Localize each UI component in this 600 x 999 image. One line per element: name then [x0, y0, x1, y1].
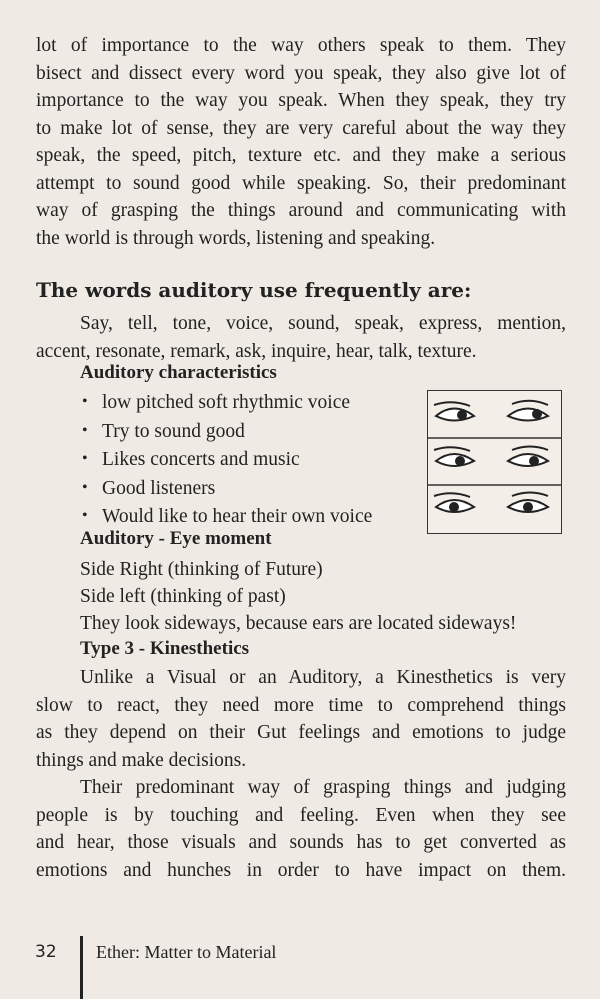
bleed-through-text: [30, 250, 575, 276]
side-left-text: Side left (thinking of past): [80, 586, 286, 607]
footer-divider: [80, 936, 83, 999]
text-line: as they depend on their Gut feelings and emotions to judge: [36, 722, 566, 743]
text-line: things and make decisions.: [36, 749, 247, 771]
page-number: 32: [35, 942, 57, 962]
type3-heading: Type 3 - Kinesthetics: [80, 638, 250, 659]
text-line: Say, tell, tone, voice, sound, speak, express, mention,: [80, 313, 566, 334]
auditory-characteristics-list: [82, 388, 372, 531]
text-line: people is by touching and feeling. Even when they see: [36, 804, 566, 826]
eye-pair-middle: [434, 447, 548, 467]
sideways-text: They look sideways, because ears are located sideways!: [80, 613, 517, 634]
text-line: attempt to sound good while speaking. So, their predominant: [36, 172, 566, 194]
text-line: accent, resonate, remark, ask, inquire, hear, talk, texture.: [36, 340, 477, 362]
text-line: lot of importance to the way others speak to them. They: [36, 35, 566, 56]
text-line: emotions and hunches in order to have impact on them.: [36, 859, 566, 881]
list-item: • low pitched soft rhythmic voice: [82, 388, 372, 417]
text-line: Their predominant way of grasping things and judging: [80, 777, 566, 798]
eye-movement-diagram: [427, 390, 562, 534]
eye-pair-bottom: [434, 493, 548, 513]
text-line: speak, the speed, pitch, texture etc. and they make a serious: [36, 145, 566, 166]
kinesthetics-paragraph: [36, 664, 566, 884]
text-line: and hear, those visuals and sounds has to get converted as: [36, 832, 566, 853]
list-item: • Likes concerts and music: [82, 445, 372, 474]
section-heading: The words auditory use frequently are:: [36, 278, 472, 302]
eye-moment-heading: Auditory - Eye moment: [80, 528, 272, 549]
eyes-illustration: [428, 391, 561, 533]
auditory-characteristics-heading: Auditory characteristics: [80, 362, 277, 383]
text-line: to make lot of sense, they are very careful about the way they: [36, 117, 566, 139]
text-line: slow to react, they need more time to comprehend things: [36, 694, 566, 716]
text-line: way of grasping the things around and communicating with: [36, 200, 566, 221]
eye-pair-top: [434, 401, 548, 421]
text-line: the world is through words, listening and speaking.: [36, 227, 436, 249]
list-item: • Good listeners: [82, 474, 372, 503]
text-line: bisect and dissect every word you speak, they also give lot of: [36, 62, 566, 84]
list-item: • Try to sound good: [82, 417, 372, 446]
auditory-words-list: [36, 310, 566, 365]
book-title: Ether: Matter to Material: [96, 942, 277, 962]
intro-paragraph: [36, 32, 566, 252]
list-item: • Would like to hear their own voice: [82, 502, 372, 531]
text-line: Unlike a Visual or an Auditory, a Kinesthetics is very: [80, 667, 566, 688]
side-right-text: Side Right (thinking of Future): [80, 559, 323, 580]
text-line: importance to the way you speak. When they speak, they try: [36, 90, 566, 111]
